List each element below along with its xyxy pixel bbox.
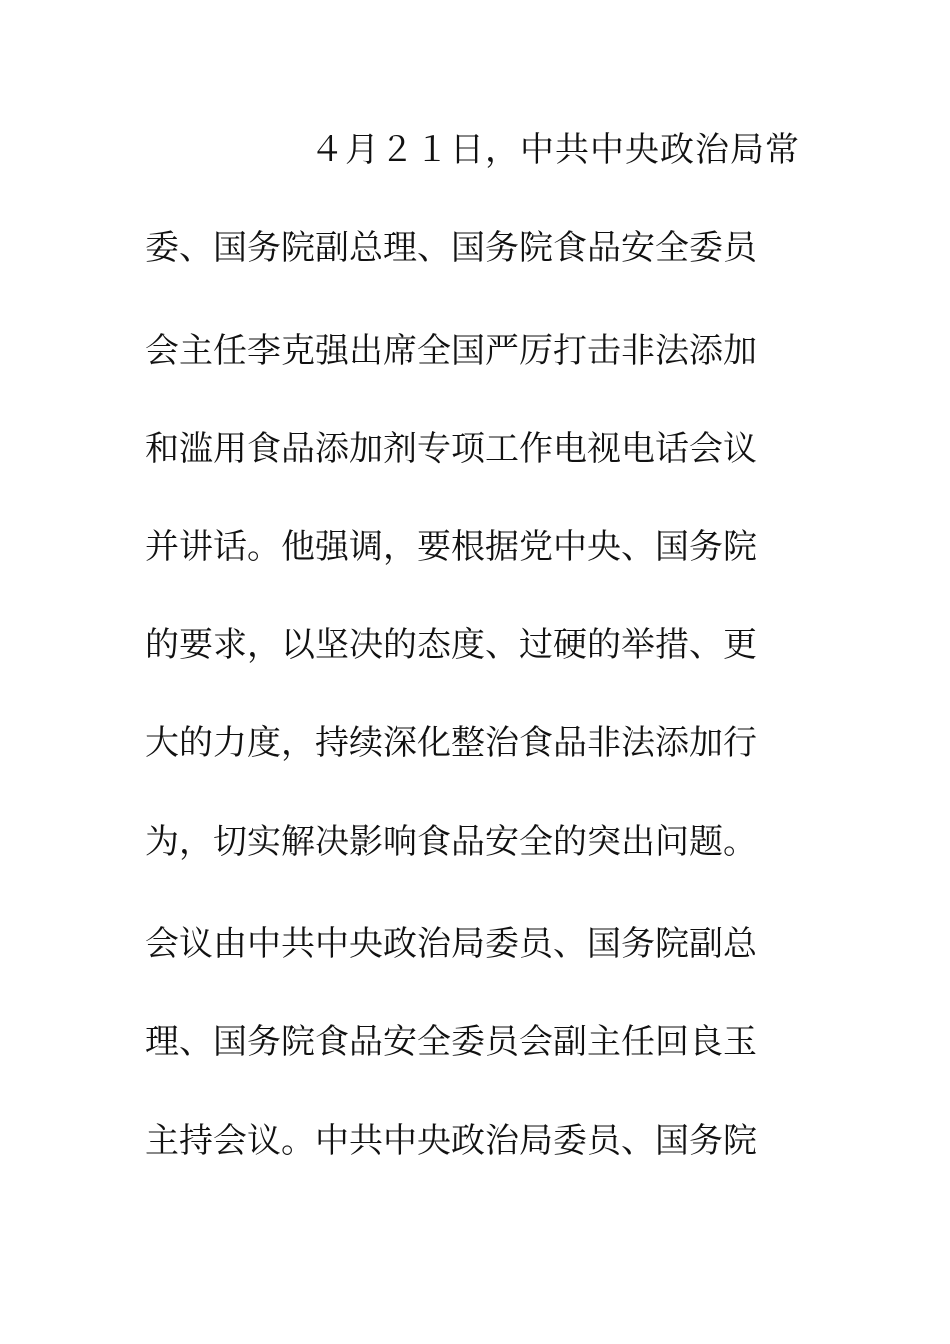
text-line: 的要求，以坚决的态度、过硬的举措、更 bbox=[145, 625, 757, 665]
text-line: 为，切实解决影响食品安全的突出问题。 bbox=[145, 822, 757, 862]
text-line: 大的力度，持续深化整治食品非法添加行 bbox=[145, 723, 757, 763]
text-line: 并讲话。他强调，要根据党中央、国务院 bbox=[145, 527, 757, 567]
text-line: 理、国务院食品安全委员会副主任回良玉 bbox=[145, 1022, 757, 1062]
text-line: 委、国务院副总理、国务院食品安全委员 bbox=[145, 228, 757, 268]
text-line: 会主任李克强出席全国严厉打击非法添加 bbox=[145, 331, 757, 371]
text-line: ４月２１日，中共中央政治局常 bbox=[310, 130, 800, 170]
text-line: 和滥用食品添加剂专项工作电视电话会议 bbox=[145, 429, 757, 469]
text-line: 会议由中共中央政治局委员、国务院副总 bbox=[145, 924, 757, 964]
text-line: 主持会议。中共中央政治局委员、国务院 bbox=[145, 1121, 757, 1161]
